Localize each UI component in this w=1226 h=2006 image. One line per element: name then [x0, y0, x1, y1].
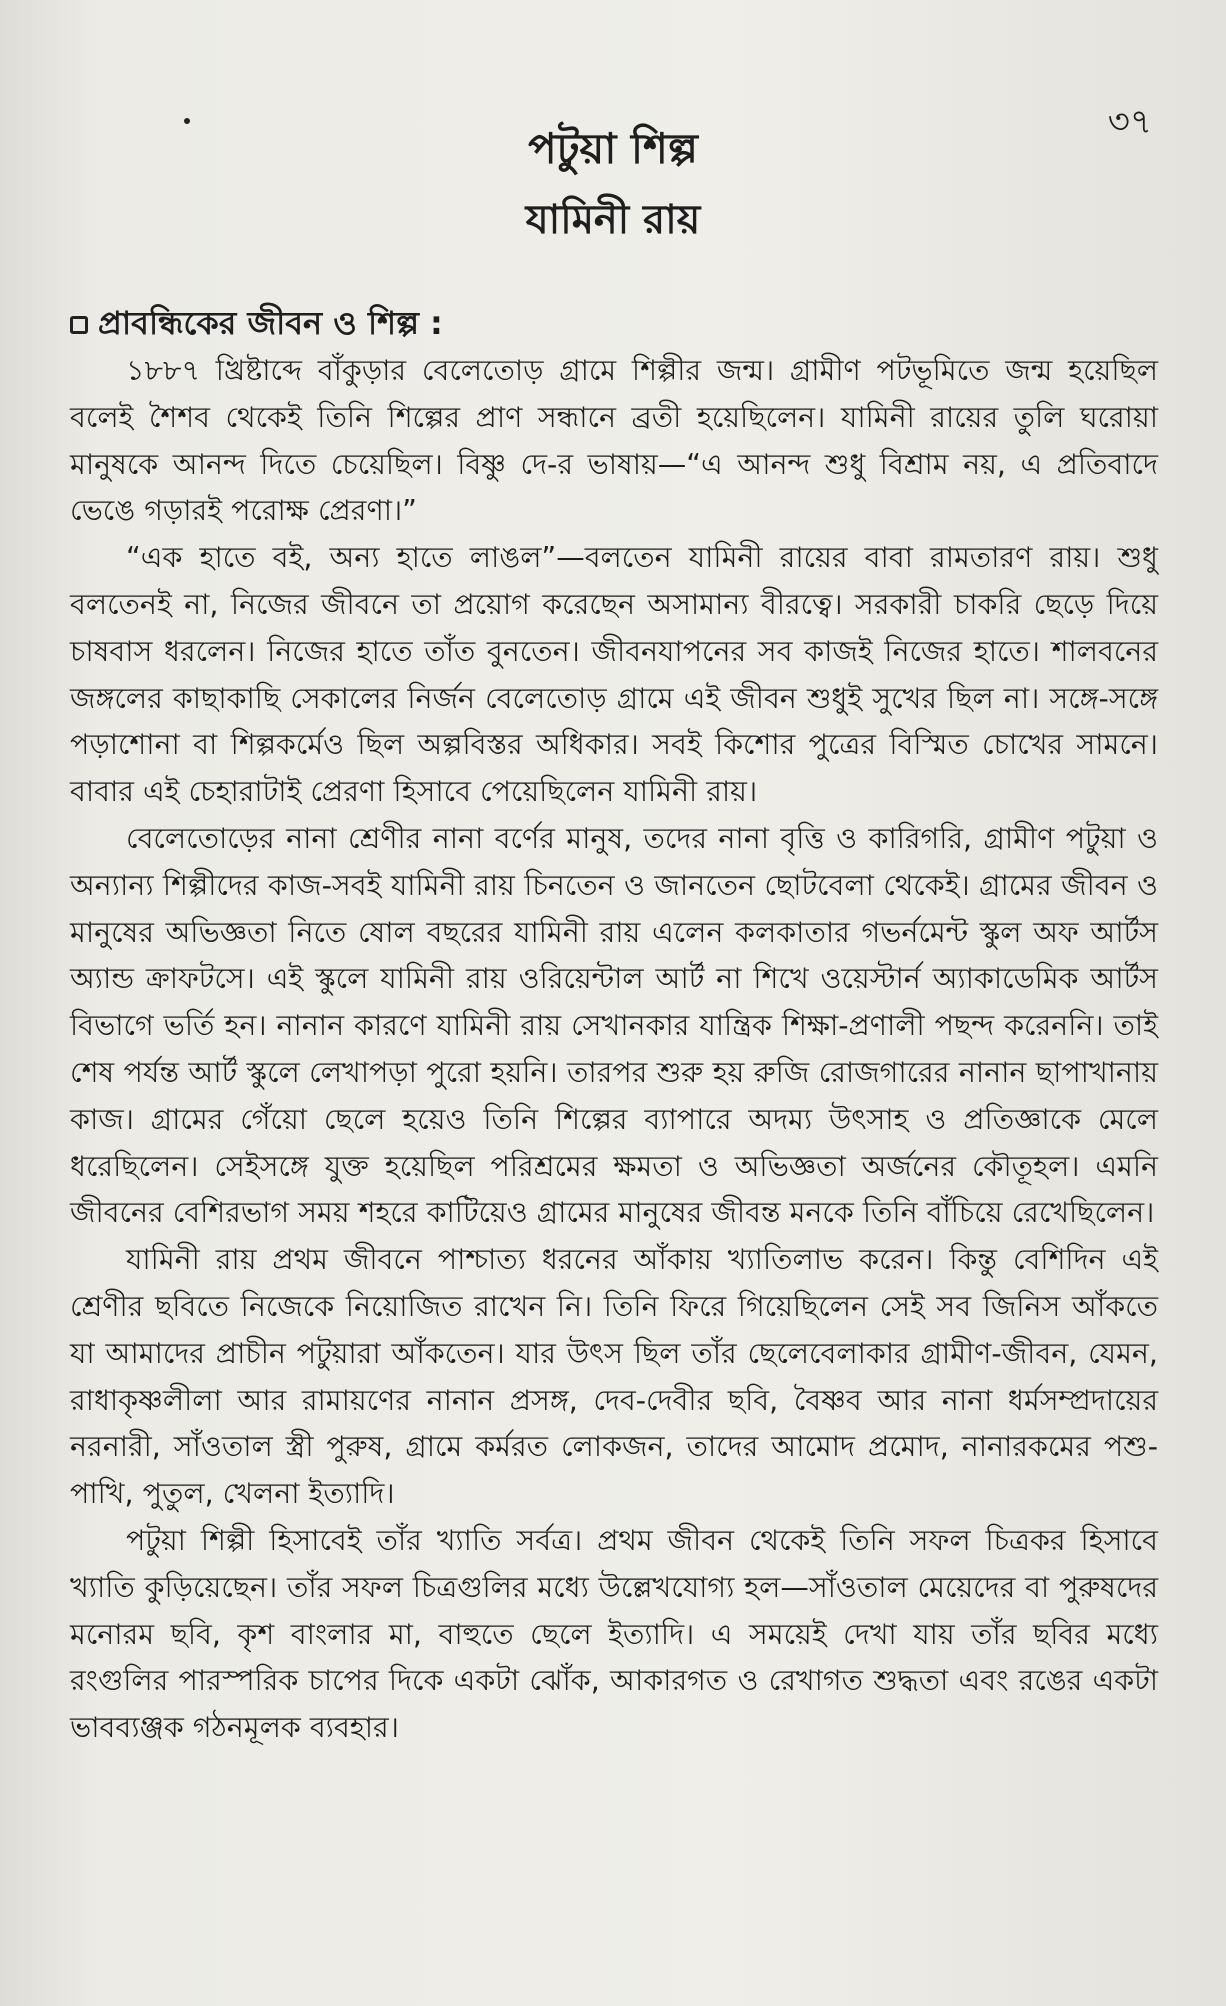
body-text [70, 348, 1158, 1752]
paragraph: “এক হাতে বই, অন্য হাতে লাঙল”—বলতেন যামিনী রায়ের বাবা রামতারণ রায়। শুধু বলতেনই না, নিজের জীবনে তা প্রয়োগ করেছেন অসামান্য বীরত্বে। সরকারী চাকরি ছেড়ে দিয়ে চাষবাস ধরলেন। নিজের হাতে তাঁত বুনতেন। জীবনযাপনের সব কাজই নিজের হাতে। শালবনের জঙ্গলের কাছাকাছি সেকালের নির্জন বেলেতোড় গ্রামে এই জীবন শুধুই সুখের ছিল না। সঙ্গে-সঙ্গে পড়াশোনা বা শিল্পকর্মেও ছিল অল্পবিস্তর অধিকার। সবই কিশোর পুত্রের বিস্মিত চোখের সামনে। বাবার এই চেহারাটাই প্রেরণা হিসাবে পেয়েছিলেন যামিনী রায়। [70, 541, 1158, 809]
ink-speck [184, 118, 190, 124]
paragraph: পটুয়া শিল্পী হিসাবেই তাঁর খ্যাতি সর্বত্র। প্রথম জীবন থেকেই তিনি সফল চিত্রকর হিসাবে খ্যাতি কুড়িয়েছেন। তাঁর সফল চিত্রগুলির মধ্যে উল্লেখযোগ্য হল—সাঁওতাল মেয়েদের বা পুরুষদের মনোরম ছবি, কৃশ বাংলার মা, বাহুতে ছেলে ইত্যাদি। এ সময়েই দেখা যায় তাঁর ছবির মধ্যে রংগুলির পারস্পরিক চাপের দিকে একটা ঝোঁক, আকারগত ও রেখাগত শুদ্ধতা এবং রঙের একটা ভাবব্যঞ্জক গঠনমূলক ব্যবহার। [70, 1523, 1158, 1745]
page-number: ৩৭ [1107, 102, 1152, 142]
square-bullet-icon [70, 316, 88, 334]
section-heading [70, 298, 443, 352]
chapter-title: পটুয়া শিল্প [528, 124, 698, 173]
section-heading-text: প্রাবন্ধিকের জীবন ও শিল্প : [98, 304, 443, 342]
paragraph: যামিনী রায় প্রথম জীবনে পাশ্চাত্য ধরনের আঁকায় খ্যাতিলাভ করেন। কিন্তু বেশিদিন এই শ্রেণীর ছবিতে নিজেকে নিয়োজিত রাখেন নি। তিনি ফিরে গিয়েছিলেন সেই সব জিনিস আঁকতে যা আমাদের প্রাচীন পটুয়ারা আঁকতেন। যার উৎস ছিল তাঁর ছেলেবেলাকার গ্রামীণ-জীবন, যেমন, রাধাকৃষ্ণলীলা আর রামায়ণের নানান প্রসঙ্গ, দেব-দেবীর ছবি, বৈষ্ণব আর নানা ধর্মসম্প্রদায়ের নরনারী, সাঁওতাল স্ত্রী পুরুষ, গ্রামে কর্মরত লোকজন, তাদের আমোদ প্রমোদ, নানারকমের পশু-পাখি, পুতুল, খেলনা ইত্যাদি। [70, 1243, 1158, 1511]
chapter-author: যামিনী রায় [525, 197, 701, 243]
paragraph: ১৮৮৭ খ্রিষ্টাব্দে বাঁকুড়ার বেলেতোড় গ্রামে শিল্পীর জন্ম। গ্রামীণ পটভূমিতে জন্ম হয়েছিল বলেই শৈশব থেকেই তিনি শিল্পের প্রাণ সন্ধানে ব্রতী হয়েছিলেন। যামিনী রায়ের তুলি ঘরোয়া মানুষকে আনন্দ দিতে চেয়েছিল। বিষ্ণু দে-র ভাষায়—“এ আনন্দ শুধু বিশ্রাম নয়, এ প্রতিবাদে ভেঙে গড়ারই পরোক্ষ প্রেরণা।” [70, 354, 1158, 528]
paragraph: বেলেতোড়ের নানা শ্রেণীর নানা বর্ণের মানুষ, তদের নানা বৃত্তি ও কারিগরি, গ্রামীণ পটুয়া ও অন্যান্য শিল্পীদের কাজ-সবই যামিনী রায় চিনতেন ও জানতেন ছোটবেলা থেকেই। গ্রামের জীবন ও মানুষের অভিজ্ঞতা নিতে ষোল বছরের যামিনী রায় এলেন কলকাতার গভর্নমেন্ট স্কুল অফ আর্টস অ্যান্ড ক্রাফটসে। এই স্কুলে যামিনী রায় ওরিয়েন্টাল আর্ট না শিখে ওয়েস্টার্ন অ্যাকাডেমিক আর্টস বিভাগে ভর্তি হন। নানান কারণে যামিনী রায় সেখানকার যান্ত্রিক শিক্ষা-প্রণালী পছন্দ করেননি। তাই শেষ পর্যন্ত আর্ট স্কুলে লেখাপড়া পুরো হয়নি। তারপর শুরু হয় রুজি রোজগারের নানান ছাপাখানায় কাজ। গ্রামের গেঁয়ো ছেলে হয়েও তিনি শিল্পের ব্যাপারে অদম্য উৎসাহ ও প্রতিজ্ঞাকে মেলে ধরেছিলেন। সেইসঙ্গে যুক্ত হয়েছিল পরিশ্রমের ক্ষমতা ও অভিজ্ঞতা অর্জনের কৌতূহল। এমনি জীবনের বেশিরভাগ সময় শহরে কাটিয়েও গ্রামের মানুষের জীবন্ত মনকে তিনি বাঁচিয়ে রেখেছিলেন। [70, 821, 1158, 1230]
